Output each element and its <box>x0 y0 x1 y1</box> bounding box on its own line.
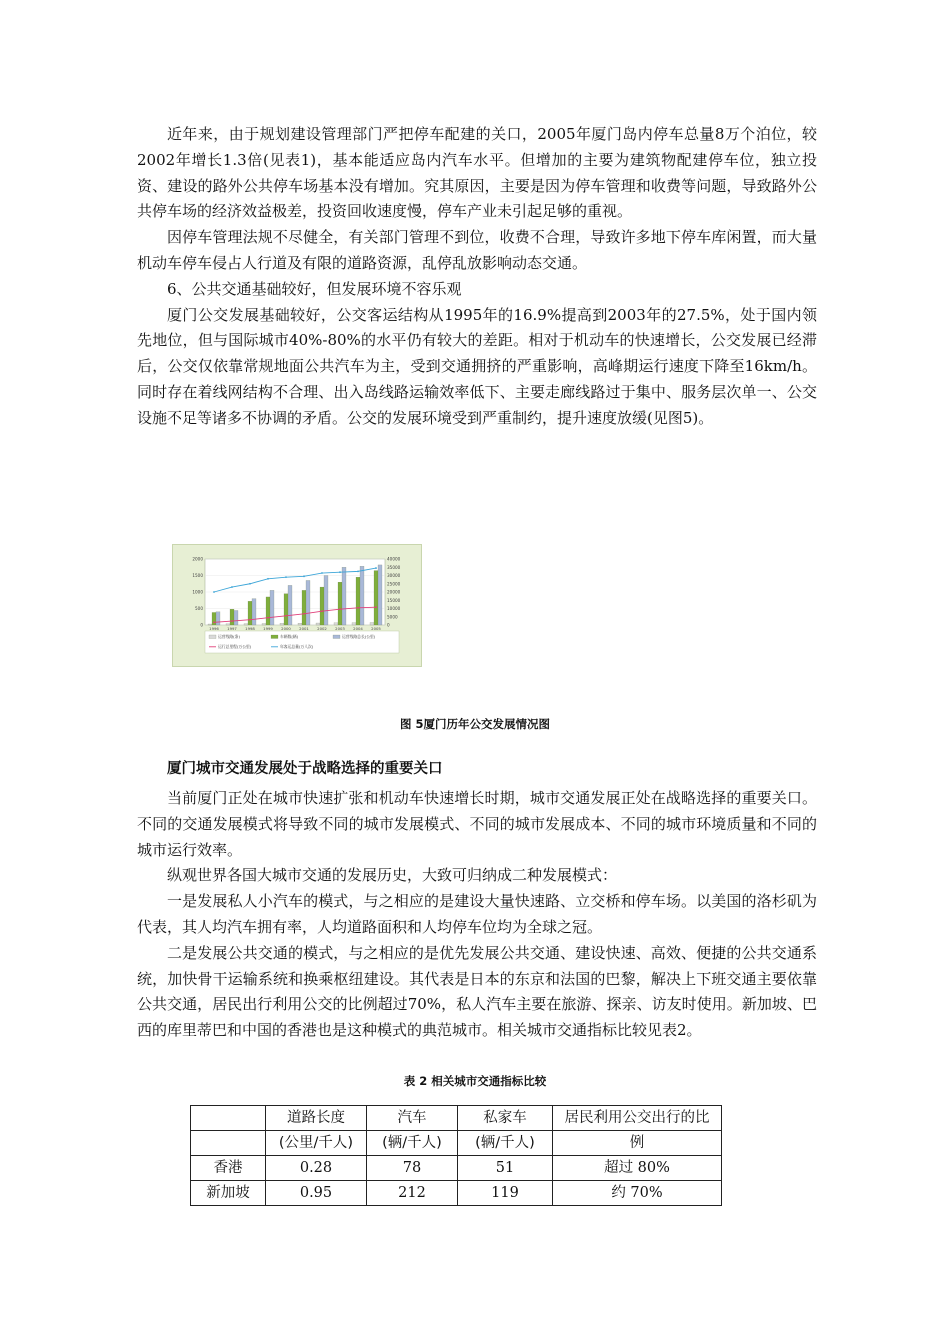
legend-swatch <box>333 635 340 639</box>
header-cell: 例 <box>553 1131 722 1156</box>
table-caption: 表 2 相关城市交通指标比较 <box>403 1074 547 1088</box>
header-cell <box>191 1106 266 1131</box>
right-tick-label: 25000 <box>387 581 401 587</box>
paragraph: 因停车管理法规不尽健全，有关部门管理不到位，收费不合理，导致许多地下停车库闲置，而大量机动车停车侵占人行道及有限的道路资源，乱停乱放影响动态交通。 <box>137 228 817 272</box>
bar <box>234 610 238 625</box>
document-body <box>137 122 817 432</box>
legend-swatch <box>209 635 216 639</box>
left-tick-label: 2000 <box>192 556 203 562</box>
comparison-table <box>190 1105 722 1206</box>
paragraph: 厦门公交发展基础较好，公交客运结构从1995年的16.9%提高到2003年的27.5%，处于国内领先地位，但与国际城市40%-80%的水平仍有较大的差距。相对于机动车的快速增长，公交发展已经滞后，公交仅依靠常规地面公共汽车为主，受到交通拥挤的严重影响，高峰期运行速度下降至16km/h。同时存在着线网结构不合理、出入岛线路运输效率低下、主要走廊线路过于集中、服务层次单一、公交设施不足等诸多不协调的矛盾。公交的发展环境受到严重制约，提升速度放缓(见图5)。 <box>137 305 817 427</box>
x-tick-label: 2003 <box>335 626 345 631</box>
table-cell: 香港 <box>191 1156 266 1181</box>
bar <box>216 612 220 625</box>
bar <box>230 609 234 625</box>
bar <box>302 590 306 625</box>
table-row <box>191 1181 722 1206</box>
header-cell: (辆/千人) <box>367 1131 458 1156</box>
x-tick-label: 1999 <box>263 626 273 631</box>
bar <box>352 623 356 625</box>
bar <box>338 582 342 625</box>
legend-label: 运营线路(条) <box>218 634 240 639</box>
table-header-row <box>191 1106 722 1131</box>
header-cell <box>191 1131 266 1156</box>
data-point <box>267 617 269 619</box>
paragraph: 6、公共交通基础较好，但发展环境不容乐观 <box>167 279 462 298</box>
left-tick-label: 1500 <box>192 573 203 578</box>
data-point <box>249 619 251 621</box>
bar <box>356 577 360 625</box>
bar <box>320 587 324 625</box>
bar <box>342 567 346 625</box>
paragraph: 近年来，由于规划建设管理部门严把停车配建的关口，2005年厦门岛内停车总量8万个泊位，较2002年增长1.3倍(见表1)，基本能适应岛内汽车水平。但增加的主要为建筑物配建停车位，独立投资、建设的路外公共停车场基本没有增加。究其原因，主要是因为停车管理和收费等问题，导致路外公共停车场的经济效益极差，投资回收速度慢，停车产业未引起足够的重视。 <box>137 125 817 221</box>
table-cell: 0.28 <box>266 1156 367 1181</box>
bar <box>270 590 274 625</box>
bar <box>316 623 320 625</box>
legend-swatch <box>271 635 278 639</box>
table-cell: 超过 80% <box>553 1156 722 1181</box>
x-tick-label: 2002 <box>317 626 327 631</box>
data-point <box>213 591 215 593</box>
chart-svg <box>173 545 421 666</box>
right-tick-label: 0 <box>387 622 390 628</box>
left-tick-label: 1000 <box>192 589 203 595</box>
bar <box>306 580 310 625</box>
data-point <box>231 586 233 588</box>
data-point <box>339 571 341 573</box>
data-point <box>249 583 251 585</box>
legend-label: 车辆数(辆) <box>280 634 299 639</box>
data-point <box>321 572 323 574</box>
data-point <box>213 621 215 623</box>
header-cell: 私家车 <box>458 1106 553 1131</box>
data-point <box>375 567 377 569</box>
paragraph: 一是发展私人小汽车的模式，与之相应的是建设大量快速路、立交桥和停车场。以美国的洛杉矶为代表，其人均汽车拥有率，人均道路面积和人均停车位均为全球之冠。 <box>137 892 817 936</box>
header-cell: (公里/千人) <box>266 1131 367 1156</box>
table-cell: 212 <box>367 1181 458 1206</box>
header-cell: 汽车 <box>367 1106 458 1131</box>
data-point <box>303 613 305 615</box>
data-point <box>285 615 287 617</box>
bar <box>252 599 256 625</box>
data-point <box>231 620 233 622</box>
right-tick-label: 5000 <box>387 614 398 620</box>
data-point <box>285 576 287 578</box>
data-point <box>303 575 305 577</box>
left-tick-label: 500 <box>195 606 203 611</box>
right-tick-label: 20000 <box>387 589 401 595</box>
right-tick-label: 40000 <box>387 556 401 562</box>
x-tick-label: 1996 <box>209 626 219 631</box>
right-tick-label: 35000 <box>387 564 401 570</box>
x-tick-label: 2004 <box>353 626 363 631</box>
bar <box>370 623 374 625</box>
right-tick-label: 15000 <box>387 597 401 603</box>
figure-chart <box>172 544 422 667</box>
data-point <box>267 578 269 580</box>
bar <box>244 624 248 625</box>
data-point <box>339 608 341 610</box>
bar <box>226 624 230 625</box>
bar <box>284 594 288 625</box>
right-tick-label: 10000 <box>387 606 401 611</box>
section <box>137 757 817 1044</box>
bar <box>266 597 270 625</box>
x-tick-label: 1998 <box>245 626 255 631</box>
bar <box>374 571 378 625</box>
paragraph: 纵观世界各国大城市交通的发展历史，大致可归纳成二种发展模式： <box>167 866 618 885</box>
bar <box>280 623 284 625</box>
data-point <box>321 610 323 612</box>
right-tick-label: 30000 <box>387 573 401 578</box>
table-cell: 0.95 <box>266 1181 367 1206</box>
bar <box>360 566 364 625</box>
table-cell: 新加坡 <box>191 1181 266 1206</box>
paragraph: 当前厦门正处在城市快速扩张和机动车快速增长时期，城市交通发展正处在战略选择的重要关口。不同的交通发展模式将导致不同的城市发展模式、不同的城市发展成本、不同的城市环境质量和不同的城市运行效率。 <box>137 789 817 859</box>
bar <box>378 565 382 625</box>
header-cell: (辆/千人) <box>458 1131 553 1156</box>
data-point <box>357 570 359 572</box>
data-point <box>375 606 377 608</box>
x-tick-label: 2001 <box>299 626 309 631</box>
table-header-row <box>191 1131 722 1156</box>
header-cell: 道路长度 <box>266 1106 367 1131</box>
bar <box>288 585 292 625</box>
paragraph: 二是发展公共交通的模式，与之相应的是优先发展公共交通、建设快速、高效、便捷的公共交通系统，加快骨干运输系统和换乘枢纽建设。其代表是日本的东京和法国的巴黎，解决上下班交通主要依靠公共交通，居民出行利用公交的比例超过70%，私人汽车主要在旅游、探亲、访友时使用。新加坡、巴西的库里蒂巴和中国的香港也是这种模式的典范城市。相关城市交通指标比较见表2。 <box>137 943 817 1040</box>
data-point <box>357 607 359 609</box>
figure-caption: 图 5厦门历年公交发展情况图 <box>399 717 550 731</box>
left-tick-label: 0 <box>200 622 203 628</box>
bar <box>248 601 252 625</box>
table-cell: 119 <box>458 1181 553 1206</box>
section-heading: 厦门城市交通发展处于战略选择的重要关口 <box>167 761 443 777</box>
x-tick-label: 2000 <box>281 626 291 631</box>
legend-label: 年客运总量(万人次) <box>280 644 314 649</box>
table-cell: 约 70% <box>553 1181 722 1206</box>
legend-label: 运营线路总长(公里) <box>342 634 376 639</box>
bar <box>208 624 212 625</box>
table-row <box>191 1156 722 1181</box>
table-cell: 78 <box>367 1156 458 1181</box>
bar <box>262 624 266 625</box>
x-tick-label: 1997 <box>227 626 237 631</box>
bar <box>324 576 328 626</box>
bar <box>334 623 338 625</box>
header-cell: 居民利用公交出行的比 <box>553 1106 722 1131</box>
bar <box>298 623 302 625</box>
legend-label: 运行总里程(万公里) <box>218 644 252 649</box>
x-tick-label: 2005 <box>371 626 381 631</box>
table-cell: 51 <box>458 1156 553 1181</box>
